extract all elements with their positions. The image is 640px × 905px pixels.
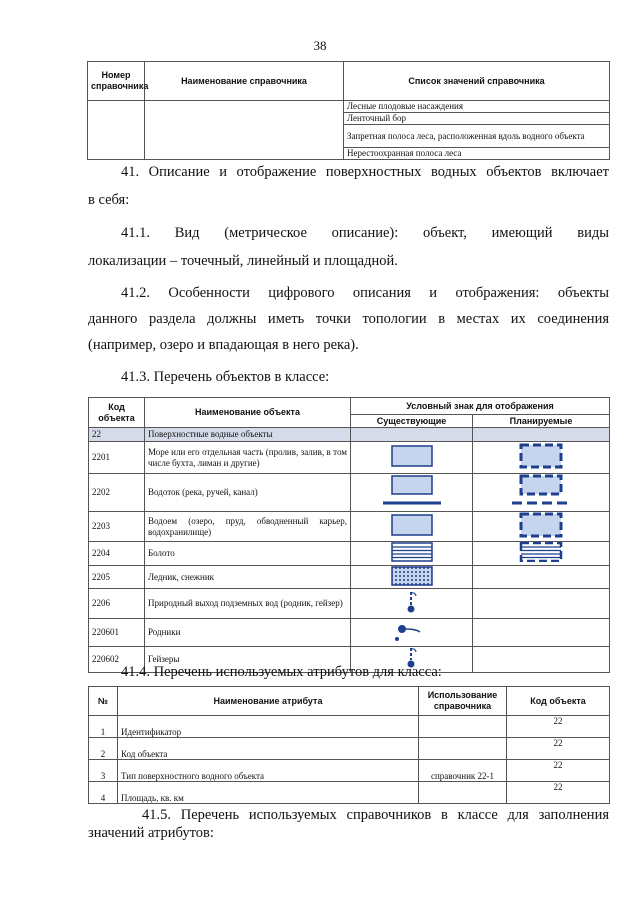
header-object-code: Код объекта <box>507 687 610 716</box>
table-cell: Море или его отдельная часть (пролив, залив, в том числе бухта, лиман и другие) <box>145 442 351 474</box>
paragraph-41-4 <box>88 663 609 681</box>
page-number: 38 <box>313 38 327 53</box>
header-existing: Существующие <box>351 415 473 428</box>
table-cell: Площадь, кв. км <box>118 782 419 804</box>
table-row <box>89 442 610 474</box>
table-cell: Водоем (озеро, пруд, обводненный карьер, водохранилище) <box>145 512 351 542</box>
table-cell: Гейзеры <box>145 647 351 673</box>
text-line: 41.4. Перечень используемых атрибутов для класса: <box>121 664 442 680</box>
table-cell: 22 <box>507 760 610 782</box>
table-cell: Поверхностные водные объекты <box>145 428 351 442</box>
reference-table <box>87 61 610 160</box>
table-cell: 2202 <box>89 474 145 512</box>
header-ref-usage: Использование справочника <box>419 687 507 716</box>
paragraph-41-1 <box>88 224 609 270</box>
header-name: Наименование объекта <box>145 398 351 428</box>
paragraph-41 <box>88 163 609 209</box>
text-line: 41.1. Вид (метрическое описание): объект, имеющий виды <box>121 225 609 241</box>
header-attr-name: Наименование атрибута <box>118 687 419 716</box>
watercourse-planned-symbol <box>473 474 610 512</box>
text-line: 41.3. Перечень объектов в классе: <box>121 369 330 385</box>
table-cell: 220601 <box>89 619 145 647</box>
table-cell <box>473 589 610 619</box>
text-line: в себя: <box>88 192 130 208</box>
table-cell: 22 <box>507 782 610 804</box>
table-cell: 2204 <box>89 542 145 566</box>
paragraph-41-3 <box>88 368 609 386</box>
table-row <box>89 782 610 804</box>
swamp-existing-symbol <box>351 542 473 566</box>
table-cell <box>419 716 507 738</box>
spring-symbol <box>351 619 473 647</box>
table-cell: 2205 <box>89 565 145 589</box>
watercourse-existing-symbol <box>351 474 473 512</box>
attributes-table-header <box>89 687 610 716</box>
header-planned: Планируемые <box>473 415 610 428</box>
table-row <box>89 512 610 542</box>
table-cell: 2206 <box>89 589 145 619</box>
text-line: значений атрибутов: <box>88 825 214 841</box>
table-row <box>89 738 610 760</box>
table-cell <box>419 738 507 760</box>
table-row <box>89 542 610 566</box>
table-cell: 2203 <box>89 512 145 542</box>
text-line: 41.2. Особенности цифрового описания и отображения: объекты <box>121 285 609 301</box>
table-cell: Запретная полоса леса, расположенная вдоль водного объекта <box>344 125 610 148</box>
table-cell: 22 <box>507 738 610 760</box>
reservoir-existing-symbol <box>351 512 473 542</box>
table-cell <box>473 619 610 647</box>
table-cell: 1 <box>89 716 118 738</box>
table-cell: Водоток (река, ручей, канал) <box>145 474 351 512</box>
reservoir-planned-symbol <box>473 512 610 542</box>
table-cell: Идентификатор <box>118 716 419 738</box>
table-cell: Лесные плодовые насаждения <box>344 101 610 113</box>
glacier-existing-symbol <box>351 565 473 589</box>
table-cell: 22 <box>89 428 145 442</box>
table-cell: Природный выход подземных вод (родник, гейзер) <box>145 589 351 619</box>
table-cell: 2 <box>89 738 118 760</box>
table-row <box>89 619 610 647</box>
table-row <box>88 101 610 113</box>
sea-planned-symbol <box>473 442 610 474</box>
sea-existing-symbol <box>351 442 473 474</box>
table-cell: Родники <box>145 619 351 647</box>
table-cell: Тип поверхностного водного объекта <box>118 760 419 782</box>
paragraph-41-5 <box>88 806 609 842</box>
table-cell: Ледник, снежник <box>145 565 351 589</box>
table-cell <box>419 782 507 804</box>
table-row <box>89 716 610 738</box>
table-row <box>89 760 610 782</box>
text-line: 41. Описание и отображение поверхностных водных объектов включает <box>121 164 609 180</box>
table-cell: справочник 22-1 <box>419 760 507 782</box>
table-cell: 22 <box>507 716 610 738</box>
header-code: Код объекта <box>89 398 145 428</box>
table-cell <box>88 101 145 160</box>
table-row <box>89 589 610 619</box>
table-cell <box>145 101 344 160</box>
table-cell: 2201 <box>89 442 145 474</box>
table-row <box>89 565 610 589</box>
group-row <box>89 428 610 442</box>
objects-table <box>88 397 610 673</box>
table-cell: 220602 <box>89 647 145 673</box>
objects-table-header <box>89 398 610 415</box>
text-line: (например, озеро и впадающая в него река). <box>88 337 359 353</box>
spring-outlet-symbol <box>351 589 473 619</box>
header-ref-name: Наименование справочника <box>145 62 344 101</box>
table-cell: 3 <box>89 760 118 782</box>
text-line: локализации – точечный, линейный и площадной. <box>88 253 398 269</box>
header-number: № <box>89 687 118 716</box>
table-cell: Код объекта <box>118 738 419 760</box>
swamp-planned-symbol <box>473 542 610 566</box>
reference-table-header <box>88 62 610 101</box>
text-line: 41.5. Перечень используемых справочников в классе для заполнения <box>142 807 609 823</box>
header-sign: Условный знак для отображения <box>351 398 610 415</box>
header-ref-values: Список значений справочника <box>344 62 610 101</box>
paragraph-41-2 <box>88 284 609 354</box>
header-ref-number: Номер справочника <box>88 62 145 101</box>
table-cell <box>351 428 473 442</box>
table-cell: Ленточный бор <box>344 113 610 125</box>
table-cell: Болото <box>145 542 351 566</box>
table-cell: Нерестоохранная полоса леса <box>344 148 610 160</box>
text-line: данного раздела должны иметь точки топологии в местах их соединения <box>88 311 609 327</box>
table-cell <box>473 428 610 442</box>
table-row <box>89 474 610 512</box>
table-cell <box>473 565 610 589</box>
attributes-table <box>88 686 610 804</box>
table-cell: 4 <box>89 782 118 804</box>
